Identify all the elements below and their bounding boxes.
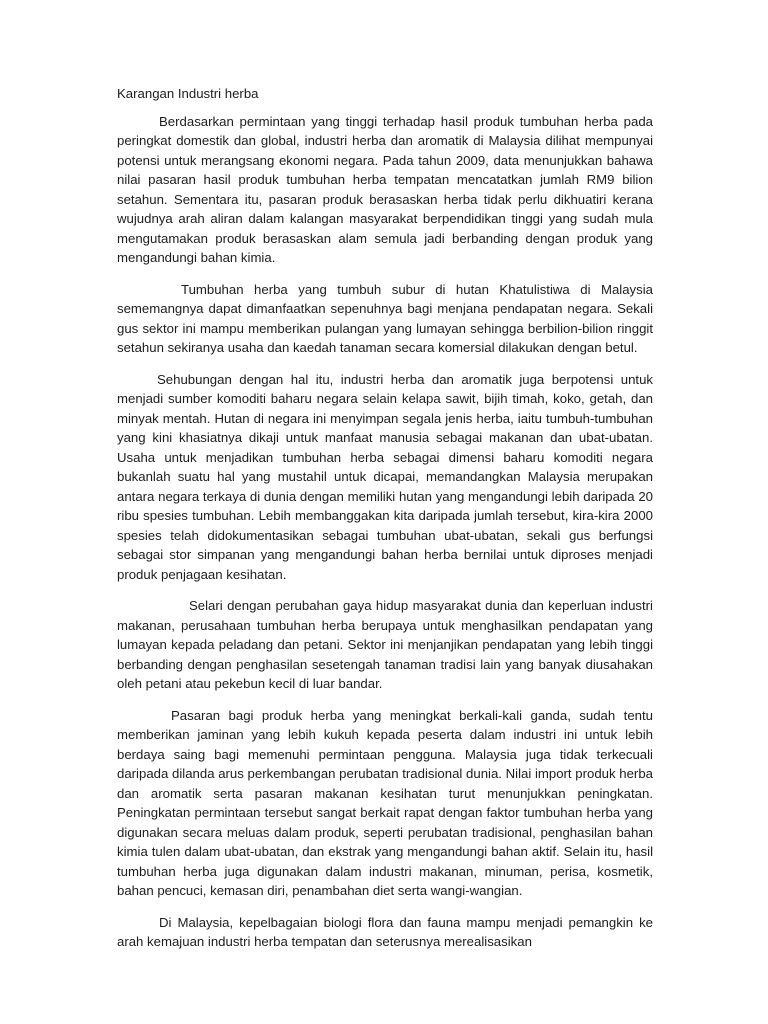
paragraph-4: Selari dengan perubahan gaya hidup masyarakat dunia dan keperluan industri makanan, perusahaan tumbuhan herba berupaya untuk menghasilkan pendapatan yang lumayan kepada peladang dan petani. Sektor ini menjanjikan pendapatan yang lebih tinggi berbanding dengan penghasilan sesetengah tanaman tradisi lain yang banyak diusahakan oleh petani atau pekebun kecil di luar bandar. xyxy=(117,598,653,691)
paragraph-3: Sehubungan dengan hal itu, industri herba dan aromatik juga berpotensi untuk menjadi sumber komoditi baharu negara selain kelapa sawit, bijih timah, koko, getah, dan minyak mentah. Hutan di negara ini menyimpan segala jenis herba, iaitu tumbuh-tumbuhan yang kini khasiatnya dikaji untuk manfaat manusia sebagai makanan dan ubat-ubatan. Usaha untuk menjadikan tumbuhan herba sebagai dimensi baharu komoditi negara bukanlah suatu hal yang mustahil untuk dicapai, memandangkan Malaysia merupakan antara negara terkaya di dunia dengan memiliki hutan yang mengandungi lebih daripada 20 ribu spesies tumbuhan. Lebih membanggakan kita daripada jumlah tersebut, kira-kira 2000 spesies telah didokumentasikan sebagai tumbuhan ubat-ubatan, sekali gus berfungsi sebagai stor simpanan yang mengandungi bahan herba bernilai untuk diproses menjadi produk penjagaan kesihatan. xyxy=(117,371,653,582)
document-title: Karangan Industri herba xyxy=(117,86,259,101)
paragraph-6: Di Malaysia, kepelbagaian biologi flora dan fauna mampu menjadi pemangkin ke arah kemajuan industri herba tempatan dan seterusnya merealisasikan xyxy=(117,914,653,949)
paragraph-1: Berdasarkan permintaan yang tinggi terhadap hasil produk tumbuhan herba pada peringkat domestik dan global, industri herba dan aromatik di Malaysia dilihat mempunyai potensi untuk merangsang ekonomi negara. Pada tahun 2009, data menunjukkan bahawa nilai pasaran hasil produk tumbuhan herba tempatan mencatatkan jumlah RM9 bilion setahun. Sementara itu, pasaran produk berasaskan herba tidak perlu dikhuatiri kerana wujudnya arah aliran dalam kalangan masyarakat berpendidikan tinggi yang sudah mula mengutamakan produk berasaskan alam semula jadi berbanding dengan produk yang mengandungi bahan kimia. xyxy=(117,113,653,265)
document-body xyxy=(117,84,653,964)
paragraph-2: Tumbuhan herba yang tumbuh subur di hutan Khatulistiwa di Malaysia sememangnya dapat dimanfaatkan sepenuhnya bagi menjana pendapatan negara. Sekali gus sektor ini mampu memberikan pulangan yang lumayan sehingga berbilion-bilion ringgit setahun sekiranya usaha dan kaedah tanaman secara komersial dilakukan dengan betul. xyxy=(117,281,653,355)
paragraph-5: Pasaran bagi produk herba yang meningkat berkali-kali ganda, sudah tentu memberikan jaminan yang lebih kukuh kepada peserta dalam industri ini untuk lebih berdaya saing bagi memenuhi permintaan pengguna. Malaysia juga tidak terkecuali daripada dilanda arus perkembangan perubatan tradisional dunia. Nilai import produk herba dan aromatik serta pasaran makanan kesihatan turut menunjukkan peningkatan. Peningkatan permintaan tersebut sangat berkait rapat dengan faktor tumbuhan herba yang digunakan secara meluas dalam produk, seperti perubatan tradisional, penghasilan bahan kimia tulen dalam ubat-ubatan, dan ekstrak yang mengandungi bahan aktif. Selain itu, hasil tumbuhan herba juga digunakan dalam industri makanan, minuman, perisa, kosmetik, bahan pencuci, kemasan diri, penambahan diet serta wangi-wangian. xyxy=(117,707,653,898)
